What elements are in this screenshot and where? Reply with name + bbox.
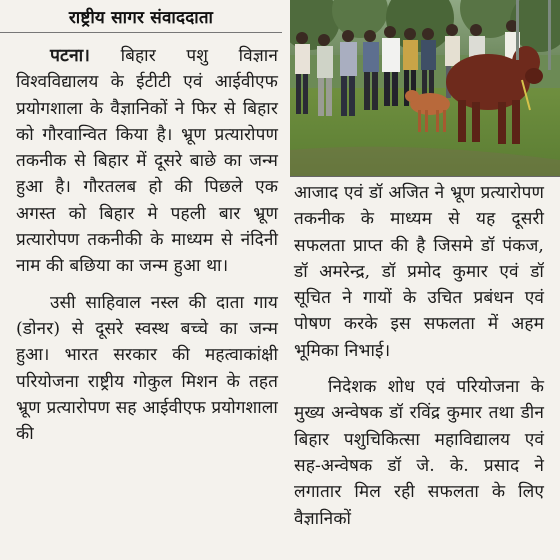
left-paragraph-1-text: बिहार पशु विज्ञान विश्वविद्यालय के ईटीटी एवं आईवीएफ प्रयोगशाला के वैज्ञानिकों ने फिर से बिहार को गौरवान्वित किया है। भ्रूण प्रत्यारोपण तकनीक से बिहार में दूसरे बाछे का जन्म हुआ है। गौरतलब हो की पिछले एक अगस्त को बिहार मे पहली बार भ्रूण प्रत्यारोपण तकनीकी के माध्यम से नंदिनी नाम की बछिया का जन्म हुआ था।: [16, 46, 278, 277]
right-column: [294, 180, 544, 532]
left-column: [16, 43, 278, 447]
right-paragraph-2: निदेशक शोध एवं परियोजना के मुख्य अन्वेषक डॉ रविंद्र कुमार तथा डीन बिहार पशुचिकित्सा महाविद्यालय एवं सह-अन्वेषक डॉ जे. के. प्रसाद ने लगातार मिल रही सफलता के लिए वैज्ञानिकों: [294, 377, 544, 529]
left-paragraph-1: [16, 43, 278, 280]
left-paragraph-2: उसी साहिवाल नस्ल की दाता गाय (डोनर) से दूसरे स्वस्थ बच्चे का जन्म हुआ। भारत सरकार की महत्वाकांक्षी परियोजना राष्ट्रीय गोकुल मिशन के तहत भ्रूण प्रत्यारोपण सह आईवीएफ प्रयोगशाला की: [16, 292, 278, 445]
byline-bar: [0, 0, 282, 33]
dateline: पटना।: [50, 46, 91, 66]
byline: राष्ट्रीय सागर संवाददाता: [68, 7, 214, 28]
news-photo-image: [290, 0, 560, 176]
right-paragraph-1: आजाद एवं डॉ अजित ने भ्रूण प्रत्यारोपण तकनीक के माध्यम से यह दूसरी सफलता प्राप्त की है जिसमे डॉ पंकज, डॉ अमरेन्द्र, डॉ प्रमोद कुमार एवं डॉ सूचित ने गायों के उचित प्रबंधन एवं पोषण करके इस सफलता में अहम भूमिका निभाई।: [294, 183, 544, 361]
news-photo: [290, 0, 560, 177]
